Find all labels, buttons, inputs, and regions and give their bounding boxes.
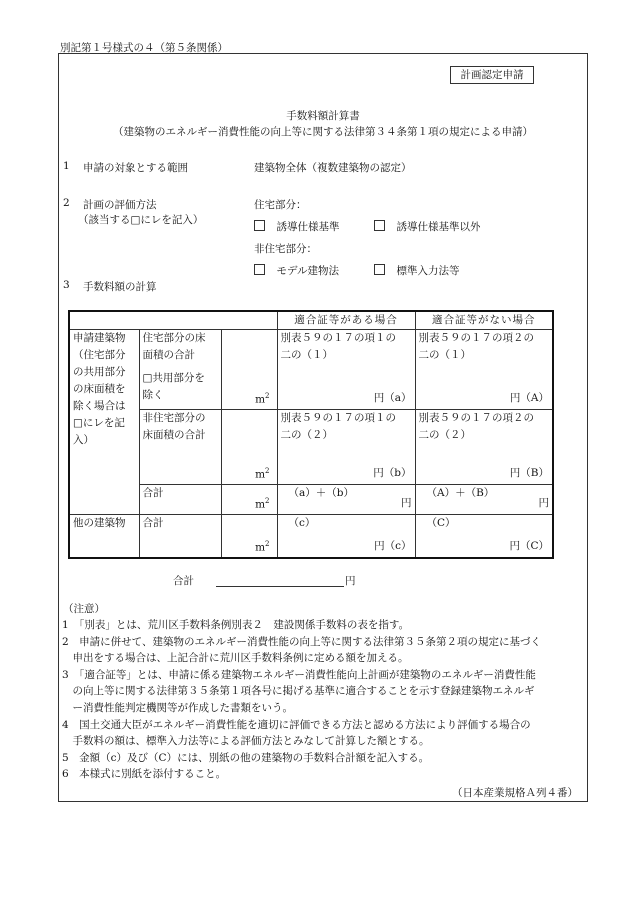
page-subtitle: （建築物のエネルギー消費性能の向上等に関する法律第３４条第１項の規定による申請） — [113, 126, 533, 138]
option-nonres-standard[interactable] — [374, 263, 460, 278]
paper-size-note: （日本産業規格Ａ列４番） — [452, 787, 578, 799]
subtotal-area-value[interactable]: $m^2$ — [221, 485, 277, 515]
applicant-building-label: 申請建築物 （住宅部分 の共用部分 の床面積を 除く場合は □にレを記 入） — [69, 330, 139, 515]
note-line: 3 「適合証等」とは、申請に係る建築物エネルギー消費性能向上計画が建築物のエネルギー消費性能 — [62, 668, 536, 681]
application-type-badge: 計画認定申請 — [450, 66, 534, 84]
other-total-label: 合計 — [139, 515, 221, 558]
option-label: 誘導仕様基準以外 — [396, 221, 481, 233]
form-label: 別記第１号様式の４（第５条関係） — [60, 42, 228, 54]
subtotal-with[interactable]: （a）＋（b） 円 — [277, 485, 415, 515]
note-line: 手数料の額は、標準入力法等による評価方法とみなして計算した額とする。 — [62, 735, 430, 748]
nonres-fee-without[interactable]: 別表５９の１７の項２の 二の（２） 円（B） — [415, 410, 553, 485]
note-line: 1 「別表」とは、荒川区手数料条例別表２ 建設関係手数料の表を指す。 — [62, 619, 410, 631]
exclude-common-area-checkbox[interactable]: □共用部分を 除く — [142, 372, 205, 401]
notes-title: （注意） — [63, 603, 105, 615]
section2-note: （該当する□にレを記入） — [78, 214, 204, 226]
section1-value: 建築物全体（複数建築物の認定） — [254, 162, 412, 174]
header-blank — [69, 311, 277, 330]
option-nonres-model[interactable] — [254, 263, 339, 278]
res-fee-without[interactable]: 別表５９の１７の項２の 二の（１） 円（A） — [415, 330, 553, 410]
option-label: モデル建物法 — [276, 265, 339, 277]
note-line: 4 国土交通大臣がエネルギー消費性能を適切に評価できる方法と認める方法により評価する場合の — [62, 718, 531, 731]
subtotal-label: 合計 — [139, 485, 221, 515]
section3-number: 3 — [63, 279, 70, 291]
subtotal-without[interactable]: （A）＋（B） 円 — [415, 485, 553, 515]
section2-number: 2 — [63, 197, 70, 209]
section2-label: 計画の評価方法 — [83, 199, 157, 211]
header-without-certificate: 適合証等がない場合 — [415, 311, 553, 330]
fee-calculation-table — [68, 310, 554, 559]
other-area-value[interactable]: $m^2$ — [221, 515, 277, 558]
other-fee-with[interactable]: （c） 円（c） — [277, 515, 415, 558]
note-line: 2 申請に併せて、建築物のエネルギー消費性能の向上等に関する法律第３５条第２項の規定に基づく — [62, 635, 541, 648]
section1-number: 1 — [63, 160, 70, 172]
option-residential-other[interactable] — [374, 219, 481, 234]
other-fee-without[interactable]: （C） 円（C） — [415, 515, 553, 558]
residential-label: 住宅部分： — [254, 199, 307, 211]
grand-total-yen: 円 — [345, 575, 356, 587]
grand-total-label: 合計 — [173, 575, 194, 587]
note-line: 6 本様式に別紙を添付すること。 — [62, 768, 227, 781]
note-line: ー消費性能判定機関等が作成した書類をいう。 — [62, 701, 293, 714]
page-title: 手数料額計算書 — [286, 110, 360, 122]
nonres-floor-area-value[interactable]: $m^2$ — [221, 410, 277, 485]
grand-total-field[interactable] — [216, 586, 344, 587]
note-line: の向上等に関する法律第３５条第１項各号に掲げる基準に適合することを示す登録建築物エネルギ — [62, 685, 535, 698]
res-floor-area-value[interactable]: $m^2$ — [221, 330, 277, 410]
option-label: 誘導仕様基準 — [276, 221, 340, 233]
res-floor-area-label: 住宅部分の床 面積の合計 □共用部分を 除く — [139, 330, 221, 410]
res-fee-with[interactable]: 別表５９の１７の項１の 二の（１） 円（a） — [277, 330, 415, 410]
nonres-floor-area-label: 非住宅部分の 床面積の合計 — [139, 410, 221, 485]
note-line: 申出をする場合は、上記合計に荒川区手数料条例に定める額を加える。 — [62, 652, 409, 665]
section3-label: 手数料額の計算 — [83, 281, 157, 293]
checkbox[interactable] — [374, 220, 385, 231]
checkbox[interactable] — [374, 264, 385, 275]
other-building-label: 他の建築物 — [69, 515, 139, 558]
nonresidential-label: 非住宅部分： — [254, 243, 317, 255]
option-residential-guided[interactable] — [254, 219, 340, 234]
header-with-certificate: 適合証等がある場合 — [277, 311, 415, 330]
notes-list — [62, 617, 541, 783]
checkbox[interactable] — [254, 264, 265, 275]
checkbox[interactable] — [254, 220, 265, 231]
section1-label: 申請の対象とする範囲 — [83, 162, 188, 174]
option-label: 標準入力法等 — [396, 265, 460, 277]
note-line: 5 金額（c）及び（C）には、別紙の他の建築物の手数料合計額を記入する。 — [62, 751, 430, 764]
nonres-fee-with[interactable]: 別表５９の１７の項１の 二の（２） 円（b） — [277, 410, 415, 485]
